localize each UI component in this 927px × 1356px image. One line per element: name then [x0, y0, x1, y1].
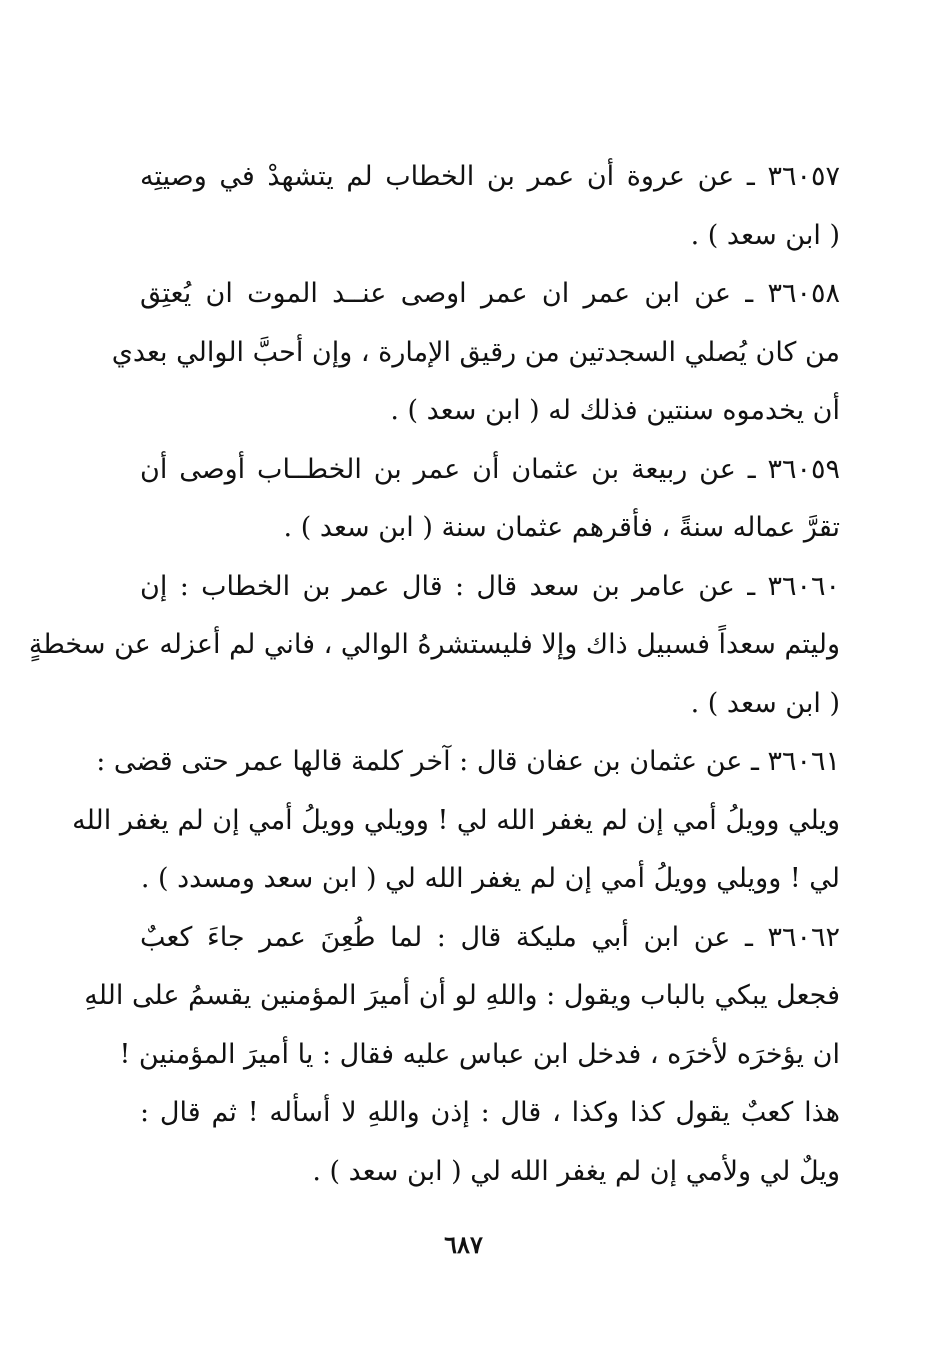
text-line: وليتم سعداً فسبيل ذاك وإلا فليستشرهُ الوالي ، فاني لم أعزله عن سخطةٍ	[28, 629, 840, 660]
text-line: فجعل يبكي بالباب ويقول : واللهِ لو أن أميرَ المؤمنين يقسمُ على اللهِ	[84, 980, 840, 1011]
hadith-entry	[140, 148, 840, 265]
text-line: ان يؤخرَه لأخرَه ، فدخل ابن عباس عليه فقال : يا أميرَ المؤمنين !	[119, 1038, 840, 1070]
text-line: ٣٦٠٥٩ ـ عن ربيعة بن عثمان أن عمر بن الخطــاب أوصى أن	[140, 453, 840, 485]
hadith-entry	[84, 909, 840, 1202]
text-line: ٣٦٠٦٠ ـ عن عامر بن سعد قال : قال عمر بن الخطاب : إن	[140, 570, 840, 602]
text-line: ٣٦٠٦٢ ـ عن ابن أبي مليكة قال : لما طُعِنَ عمر جاءَ كعبٌ	[140, 921, 840, 953]
hadith-entry	[28, 558, 840, 734]
text-line: هذا كعبٌ يقول كذا وكذا ، قال : إذن واللهِ لا أسأله ! ثم قال :	[140, 1097, 840, 1128]
page-number: ٦٨٧	[444, 1230, 483, 1259]
text-line: ٣٦٠٥٨ ـ عن ابن عمر ان عمر اوصى عنــد الموت ان يُعتِق	[140, 278, 840, 309]
page-body	[28, 148, 840, 1201]
hadith-entry	[72, 733, 840, 909]
text-line: ويلي وويلُ أمي إن لم يغفر الله لي ! وويلي وويلُ أمي إن لم يغفر الله	[72, 804, 840, 836]
text-line: لي ! وويلي وويلُ أمي إن لم يغفر الله لي ( ابن سعد ومسدد ) .	[140, 863, 840, 894]
text-line: ( ابن سعد ) .	[690, 219, 840, 251]
hadith-entry	[140, 441, 840, 558]
text-line: تقرَّ عماله سنةً ، فأقرهم عثمان سنة ( ابن سعد ) .	[283, 512, 840, 543]
text-line: من كان يُصلي السجدتين من رقيق الإمارة ، وإن أحبَّ الوالي بعدي	[111, 336, 840, 368]
text-line: أن يخدموه سنتين فذلك له ( ابن سعد ) .	[390, 395, 840, 426]
text-line: ( ابن سعد ) .	[690, 687, 840, 719]
text-line: ويلٌ لي ولأمي إن لم يغفر الله لي ( ابن سعد ) .	[312, 1155, 840, 1187]
text-line: ٣٦٠٥٧ ـ عن عروة أن عمر بن الخطاب لم يتشهدْ في وصيتِه	[140, 161, 840, 192]
hadith-entry	[111, 265, 840, 441]
text-line: ٣٦٠٦١ ـ عن عثمان بن عفان قال : آخر كلمة قالها عمر حتى قضى :	[96, 746, 840, 777]
